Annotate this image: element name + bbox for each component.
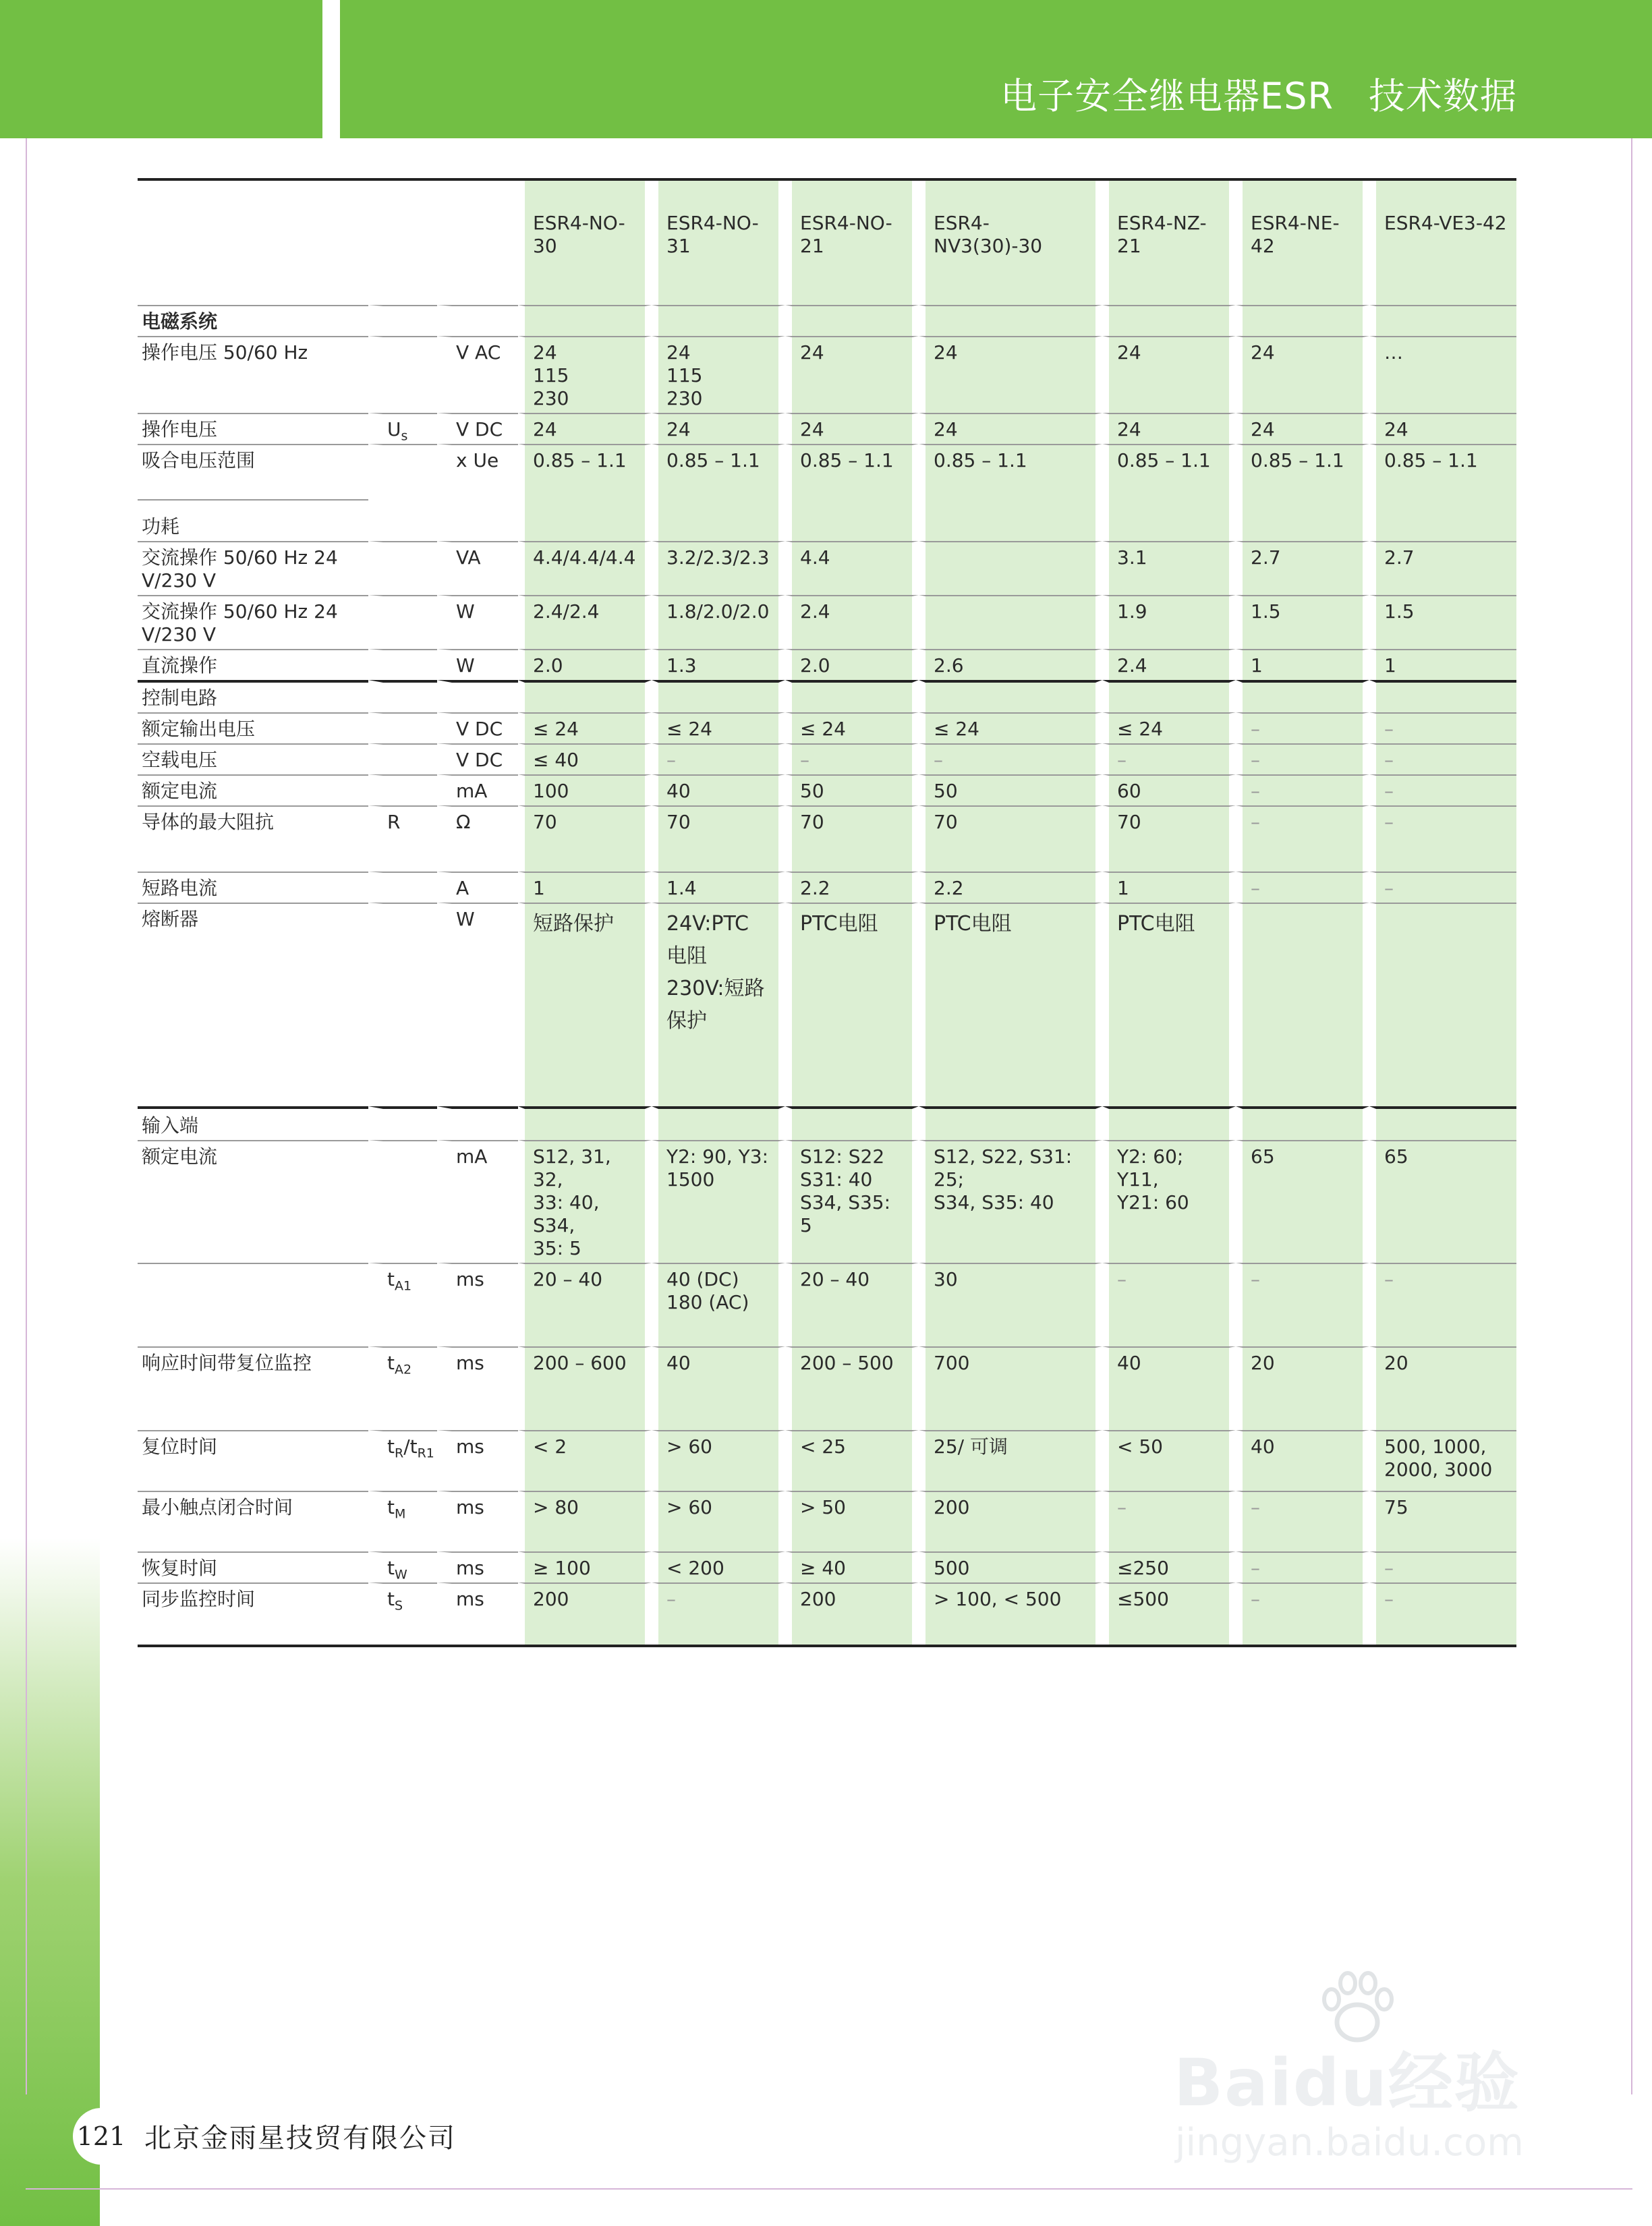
value-cell: 24 [1102,413,1236,444]
value-cell: < 25 [785,1430,919,1491]
company-name: 北京金雨星技贸有限公司 [144,2123,456,2154]
table-row [138,649,1516,680]
value-cell: ≥ 100 [518,1551,652,1582]
title-product: 电子安全继电器ESR [1000,75,1334,117]
table-row [138,1582,1516,1645]
value-cell: PTC电阻 [1102,903,1236,1106]
table-row [138,743,1516,774]
table-row [138,413,1516,444]
row-unit: Ω [437,805,518,872]
value-cell: < 50 [1102,1430,1236,1491]
value-cell: – [1102,1491,1236,1551]
value-cell: 2.7 [1236,541,1369,595]
section-header-row [138,680,1516,712]
column-header: ESR4-VE3-42 [1369,181,1516,285]
value-cell: 70 [652,805,785,872]
value-cell: 24 115 230 [652,336,785,413]
value-cell: ≤500 [1102,1582,1236,1645]
table-row [138,774,1516,805]
value-cell: 60 [1102,774,1236,805]
column-header: ESR4-NE-42 [1236,181,1369,285]
spec-table [138,178,1516,1647]
row-label: 复位时间 [138,1430,368,1491]
section-title: 功耗 [138,499,368,541]
table-row [138,444,1516,499]
trim-line-bottom [26,2188,1632,2190]
value-cell: > 80 [518,1491,652,1551]
value-cell [1369,903,1516,1106]
watermark-logo: Baidu经验 [1174,2045,1520,2121]
title-section: 技术数据 [1369,75,1517,117]
column-header: ESR4-NO-31 [652,181,785,285]
table-row [138,541,1516,595]
trim-line-left [26,138,27,2094]
table-row [138,1346,1516,1430]
row-symbol: $U_s$ [368,413,437,444]
value-cell: 1 [1236,649,1369,680]
value-cell: S12, S22, S31: 25; S34, S35: 40 [919,1140,1102,1263]
value-cell: – [1236,1582,1369,1645]
value-cell: – [1236,805,1369,872]
value-cell: 65 [1236,1140,1369,1263]
value-cell: – [1102,1263,1236,1346]
value-cell: 70 [785,805,919,872]
row-label: 吸合电压范围 [138,444,368,499]
section-control [138,680,1516,1106]
section-input [138,1106,1516,1645]
value-cell: – [1369,1582,1516,1645]
value-cell: 200 [518,1582,652,1645]
value-cell: – [1369,712,1516,743]
row-symbol [368,712,437,743]
value-cell: 20 [1369,1346,1516,1430]
section-title: 输入端 [138,1106,368,1140]
value-cell: 0.85 – 1.1 [919,444,1102,499]
value-cell: 24 [652,413,785,444]
row-unit: ms [437,1582,518,1645]
table-row [138,903,1516,1106]
value-cell: 70 [919,805,1102,872]
value-cell: 24 [1236,413,1369,444]
value-cell: 500, 1000, 2000, 3000 [1369,1430,1516,1491]
row-symbol [368,774,437,805]
table-row [138,336,1516,413]
section-title: 电磁系统 [138,305,368,336]
row-unit: W [437,595,518,649]
value-cell: ≤ 24 [652,712,785,743]
column-header: ESR4-NO-21 [785,181,919,285]
value-cell: > 50 [785,1491,919,1551]
value-cell: 2.4/2.4 [518,595,652,649]
row-symbol [368,872,437,903]
value-cell: 0.85 – 1.1 [1369,444,1516,499]
value-cell: 24 [1236,336,1369,413]
value-cell: ≤250 [1102,1551,1236,1582]
row-unit: VA [437,541,518,595]
value-cell: 0.85 – 1.1 [518,444,652,499]
value-cell: 40 [1236,1430,1369,1491]
value-cell: 0.85 – 1.1 [652,444,785,499]
value-cell: 40 [652,774,785,805]
row-unit: ms [437,1491,518,1551]
table-row [138,872,1516,903]
watermark-url: jingyan.baidu.com [1175,2121,1524,2165]
row-symbol: $t_M$ [368,1491,437,1551]
table-row [138,1430,1516,1491]
value-cell: – [1236,774,1369,805]
value-cell: 24 [785,413,919,444]
value-cell: 100 [518,774,652,805]
value-cell: 2.7 [1369,541,1516,595]
row-label: 交流操作 50/60 Hz 24 V/230 V [138,541,368,595]
value-cell: 2.0 [785,649,919,680]
value-cell: 40 (DC) 180 (AC) [652,1263,785,1346]
value-cell: – [1236,1263,1369,1346]
value-cell: 40 [1102,1346,1236,1430]
row-label [138,1263,368,1346]
value-cell: 200 – 500 [785,1346,919,1430]
row-unit: V AC [437,336,518,413]
value-cell: 1.8/2.0/2.0 [652,595,785,649]
row-label: 最小触点闭合时间 [138,1491,368,1551]
value-cell: 70 [1102,805,1236,872]
value-cell: 1.4 [652,872,785,903]
value-cell: – [1369,743,1516,774]
value-cell: 24 [919,413,1102,444]
table-row [138,595,1516,649]
header-divider [322,0,340,138]
row-symbol [368,743,437,774]
value-cell: PTC电阻 [785,903,919,1106]
value-cell: – [1369,872,1516,903]
row-label: 操作电压 50/60 Hz [138,336,368,413]
value-cell: – [919,743,1102,774]
value-cell: 20 – 40 [785,1263,919,1346]
value-cell: 1.3 [652,649,785,680]
section-header-row [138,305,1516,336]
row-label: 额定输出电压 [138,712,368,743]
value-cell: ≥ 40 [785,1551,919,1582]
value-cell: 4.4 [785,541,919,595]
row-symbol [368,903,437,1106]
value-cell: S12, 31, 32, 33: 40, S34, 35: 5 [518,1140,652,1263]
row-label: 熔断器 [138,903,368,1106]
row-symbol [368,336,437,413]
value-cell: 70 [518,805,652,872]
value-cell: 24V:PTC 电阻 230V:短路 保护 [652,903,785,1106]
value-cell: – [1236,1491,1369,1551]
row-symbol: $t_{A1}$ [368,1263,437,1346]
value-cell: S12: S22 S31: 40 S34, S35: 5 [785,1140,919,1263]
row-label: 操作电压 [138,413,368,444]
section-power [138,499,1516,680]
table-row [138,1491,1516,1551]
value-cell: 1.5 [1236,595,1369,649]
row-unit: A [437,872,518,903]
value-cell: 0.85 – 1.1 [1236,444,1369,499]
table-row [138,1551,1516,1582]
value-cell: 20 [1236,1346,1369,1430]
value-cell: ≤ 40 [518,743,652,774]
row-label: 额定电流 [138,774,368,805]
page-title [1000,67,1517,119]
value-cell: – [1369,805,1516,872]
value-cell: 1.9 [1102,595,1236,649]
row-symbol: $t_{A2}$ [368,1346,437,1430]
value-cell: 65 [1369,1140,1516,1263]
section-title: 控制电路 [138,680,368,712]
row-unit: ms [437,1346,518,1430]
value-cell: 500 [919,1551,1102,1582]
value-cell: – [1369,774,1516,805]
value-cell: 24 [1369,413,1516,444]
row-label: 同步监控时间 [138,1582,368,1645]
value-cell: 30 [919,1263,1102,1346]
section-header-row [138,1106,1516,1140]
value-cell: Y2: 90, Y3: 1500 [652,1140,785,1263]
value-cell: 2.4 [1102,649,1236,680]
row-label: 交流操作 50/60 Hz 24 V/230 V [138,595,368,649]
value-cell: 50 [785,774,919,805]
table-header-row [138,181,1516,285]
value-cell: – [652,743,785,774]
value-cell: 1 [518,872,652,903]
row-symbol: $t_W$ [368,1551,437,1582]
row-symbol: $t_R/t_{R1}$ [368,1430,437,1491]
value-cell: 2.2 [919,872,1102,903]
value-cell: 1.5 [1369,595,1516,649]
value-cell: > 100, < 500 [919,1582,1102,1645]
row-symbol [368,1140,437,1263]
row-symbol [368,649,437,680]
row-unit: W [437,649,518,680]
value-cell: 40 [652,1346,785,1430]
value-cell: 2.4 [785,595,919,649]
value-cell: 24 [1102,336,1236,413]
value-cell: 25/ 可调 [919,1430,1102,1491]
row-unit: W [437,903,518,1106]
value-cell: ≤ 24 [785,712,919,743]
value-cell: 2.6 [919,649,1102,680]
row-label: 短路电流 [138,872,368,903]
value-cell: PTC电阻 [919,903,1102,1106]
value-cell: ≤ 24 [919,712,1102,743]
row-unit: mA [437,1140,518,1263]
row-unit: V DC [437,712,518,743]
value-cell: 700 [919,1346,1102,1430]
row-symbol [368,541,437,595]
value-cell: 24 [919,336,1102,413]
value-cell: 短路保护 [518,903,652,1106]
value-cell: 0.85 – 1.1 [785,444,919,499]
row-unit: ms [437,1263,518,1346]
value-cell: – [1369,1551,1516,1582]
table-row [138,805,1516,872]
value-cell: 24 115 230 [518,336,652,413]
row-label: 响应时间带复位监控 [138,1346,368,1430]
value-cell: > 60 [652,1491,785,1551]
value-cell: 200 – 600 [518,1346,652,1430]
value-cell: 50 [919,774,1102,805]
row-unit: ms [437,1430,518,1491]
value-cell: 2.2 [785,872,919,903]
value-cell: 4.4/4.4/4.4 [518,541,652,595]
value-cell: – [652,1582,785,1645]
value-cell: – [1236,743,1369,774]
value-cell: – [1236,872,1369,903]
section-header-row [138,499,1516,541]
column-header: ESR4-NZ-21 [1102,181,1236,285]
value-cell: … [1369,336,1516,413]
table-row [138,1263,1516,1346]
column-header: ESR4-NV3(30)-30 [919,181,1102,285]
row-symbol [368,595,437,649]
row-unit: x Ue [437,444,518,499]
row-unit: ms [437,1551,518,1582]
value-cell: – [1236,712,1369,743]
value-cell: Y2: 60; Y11, Y21: 60 [1102,1140,1236,1263]
value-cell: – [1369,1263,1516,1346]
value-cell: 20 – 40 [518,1263,652,1346]
row-label: 导体的最大阻抗 [138,805,368,872]
row-symbol: R [368,805,437,872]
value-cell [1236,903,1369,1106]
value-cell: 1 [1369,649,1516,680]
value-cell: – [1102,743,1236,774]
row-symbol [368,444,437,499]
value-cell: ≤ 24 [1102,712,1236,743]
value-cell: – [1236,1551,1369,1582]
value-cell: ≤ 24 [518,712,652,743]
row-unit: V DC [437,413,518,444]
row-label: 额定电流 [138,1140,368,1263]
value-cell: 1 [1102,872,1236,903]
baidu-watermark [1174,1970,1558,2165]
value-cell: > 60 [652,1430,785,1491]
table-row [138,1140,1516,1263]
value-cell: < 200 [652,1551,785,1582]
value-cell: 2.0 [518,649,652,680]
value-cell: < 2 [518,1430,652,1491]
table-row [138,712,1516,743]
row-label: 空载电压 [138,743,368,774]
value-cell: 200 [919,1491,1102,1551]
value-cell: – [785,743,919,774]
column-header: ESR4-NO-30 [518,181,652,285]
row-unit: mA [437,774,518,805]
row-unit: V DC [437,743,518,774]
value-cell: 3.1 [1102,541,1236,595]
value-cell [919,541,1102,595]
row-label: 直流操作 [138,649,368,680]
row-symbol: $t_S$ [368,1582,437,1645]
value-cell: 3.2/2.3/2.3 [652,541,785,595]
value-cell: 24 [518,413,652,444]
value-cell: 24 [785,336,919,413]
value-cell: 0.85 – 1.1 [1102,444,1236,499]
page-number: 121 [73,2108,130,2165]
trim-line-right [1631,138,1632,2094]
row-label: 恢复时间 [138,1551,368,1582]
value-cell: 75 [1369,1491,1516,1551]
value-cell [919,595,1102,649]
value-cell: 200 [785,1582,919,1645]
section-electromagnetic [138,305,1516,499]
